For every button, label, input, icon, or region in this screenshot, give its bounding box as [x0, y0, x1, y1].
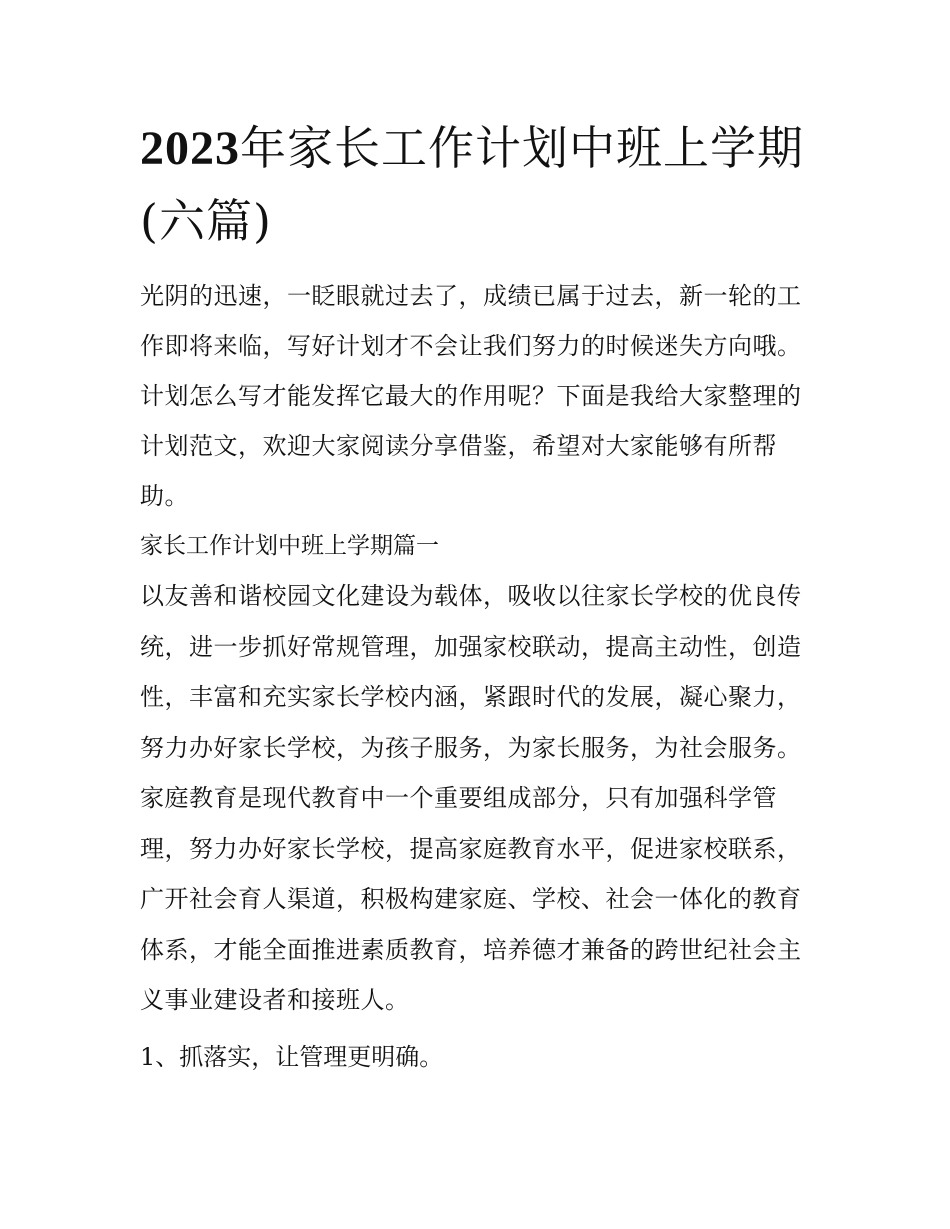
body-paragraph-2: 家庭教育是现代教育中一个重要组成部分，只有加强科学管理，努力办好家长学校，提高家庭教育水平，促进家校联系，广开社会育人渠道，积极构建家庭、学校、社会一体化的教育体系，才能全面推进素质教育，培养德才兼备的跨世纪社会主义事业建设者和接班人。 [140, 784, 802, 1014]
document-title [140, 112, 812, 257]
intro-paragraph: 光阴的迅速，一眨眼就过去了，成绩已属于过去，新一轮的工作即将来临，写好计划才不会让我们努力的时候迷失方向哦。计划怎么写才能发挥它最大的作用呢？下面是我给大家整理的计划范文，欢迎大家阅读分享借鉴，希望对大家能够有所帮助。 [140, 282, 802, 510]
body-paragraph-1: 以友善和谐校园文化建设为载体，吸收以往家长学校的优良传统，进一步抓好常规管理，加强家校联动，提高主动性，创造性，丰富和充实家长学校内涵，紧跟时代的发展，凝心聚力，努力办好家长学校，为孩子服务，为家长服务，为社会服务。 [140, 582, 802, 762]
title-year: 2023 [140, 122, 240, 175]
document-page [140, 112, 812, 1082]
section-heading: 家长工作计划中班上学期篇一 [140, 533, 439, 559]
title-text: 年家长工作计划中班上学期(六篇) [140, 121, 804, 248]
list-item: 1、抓落实，让管理更明确。 [140, 1042, 444, 1071]
